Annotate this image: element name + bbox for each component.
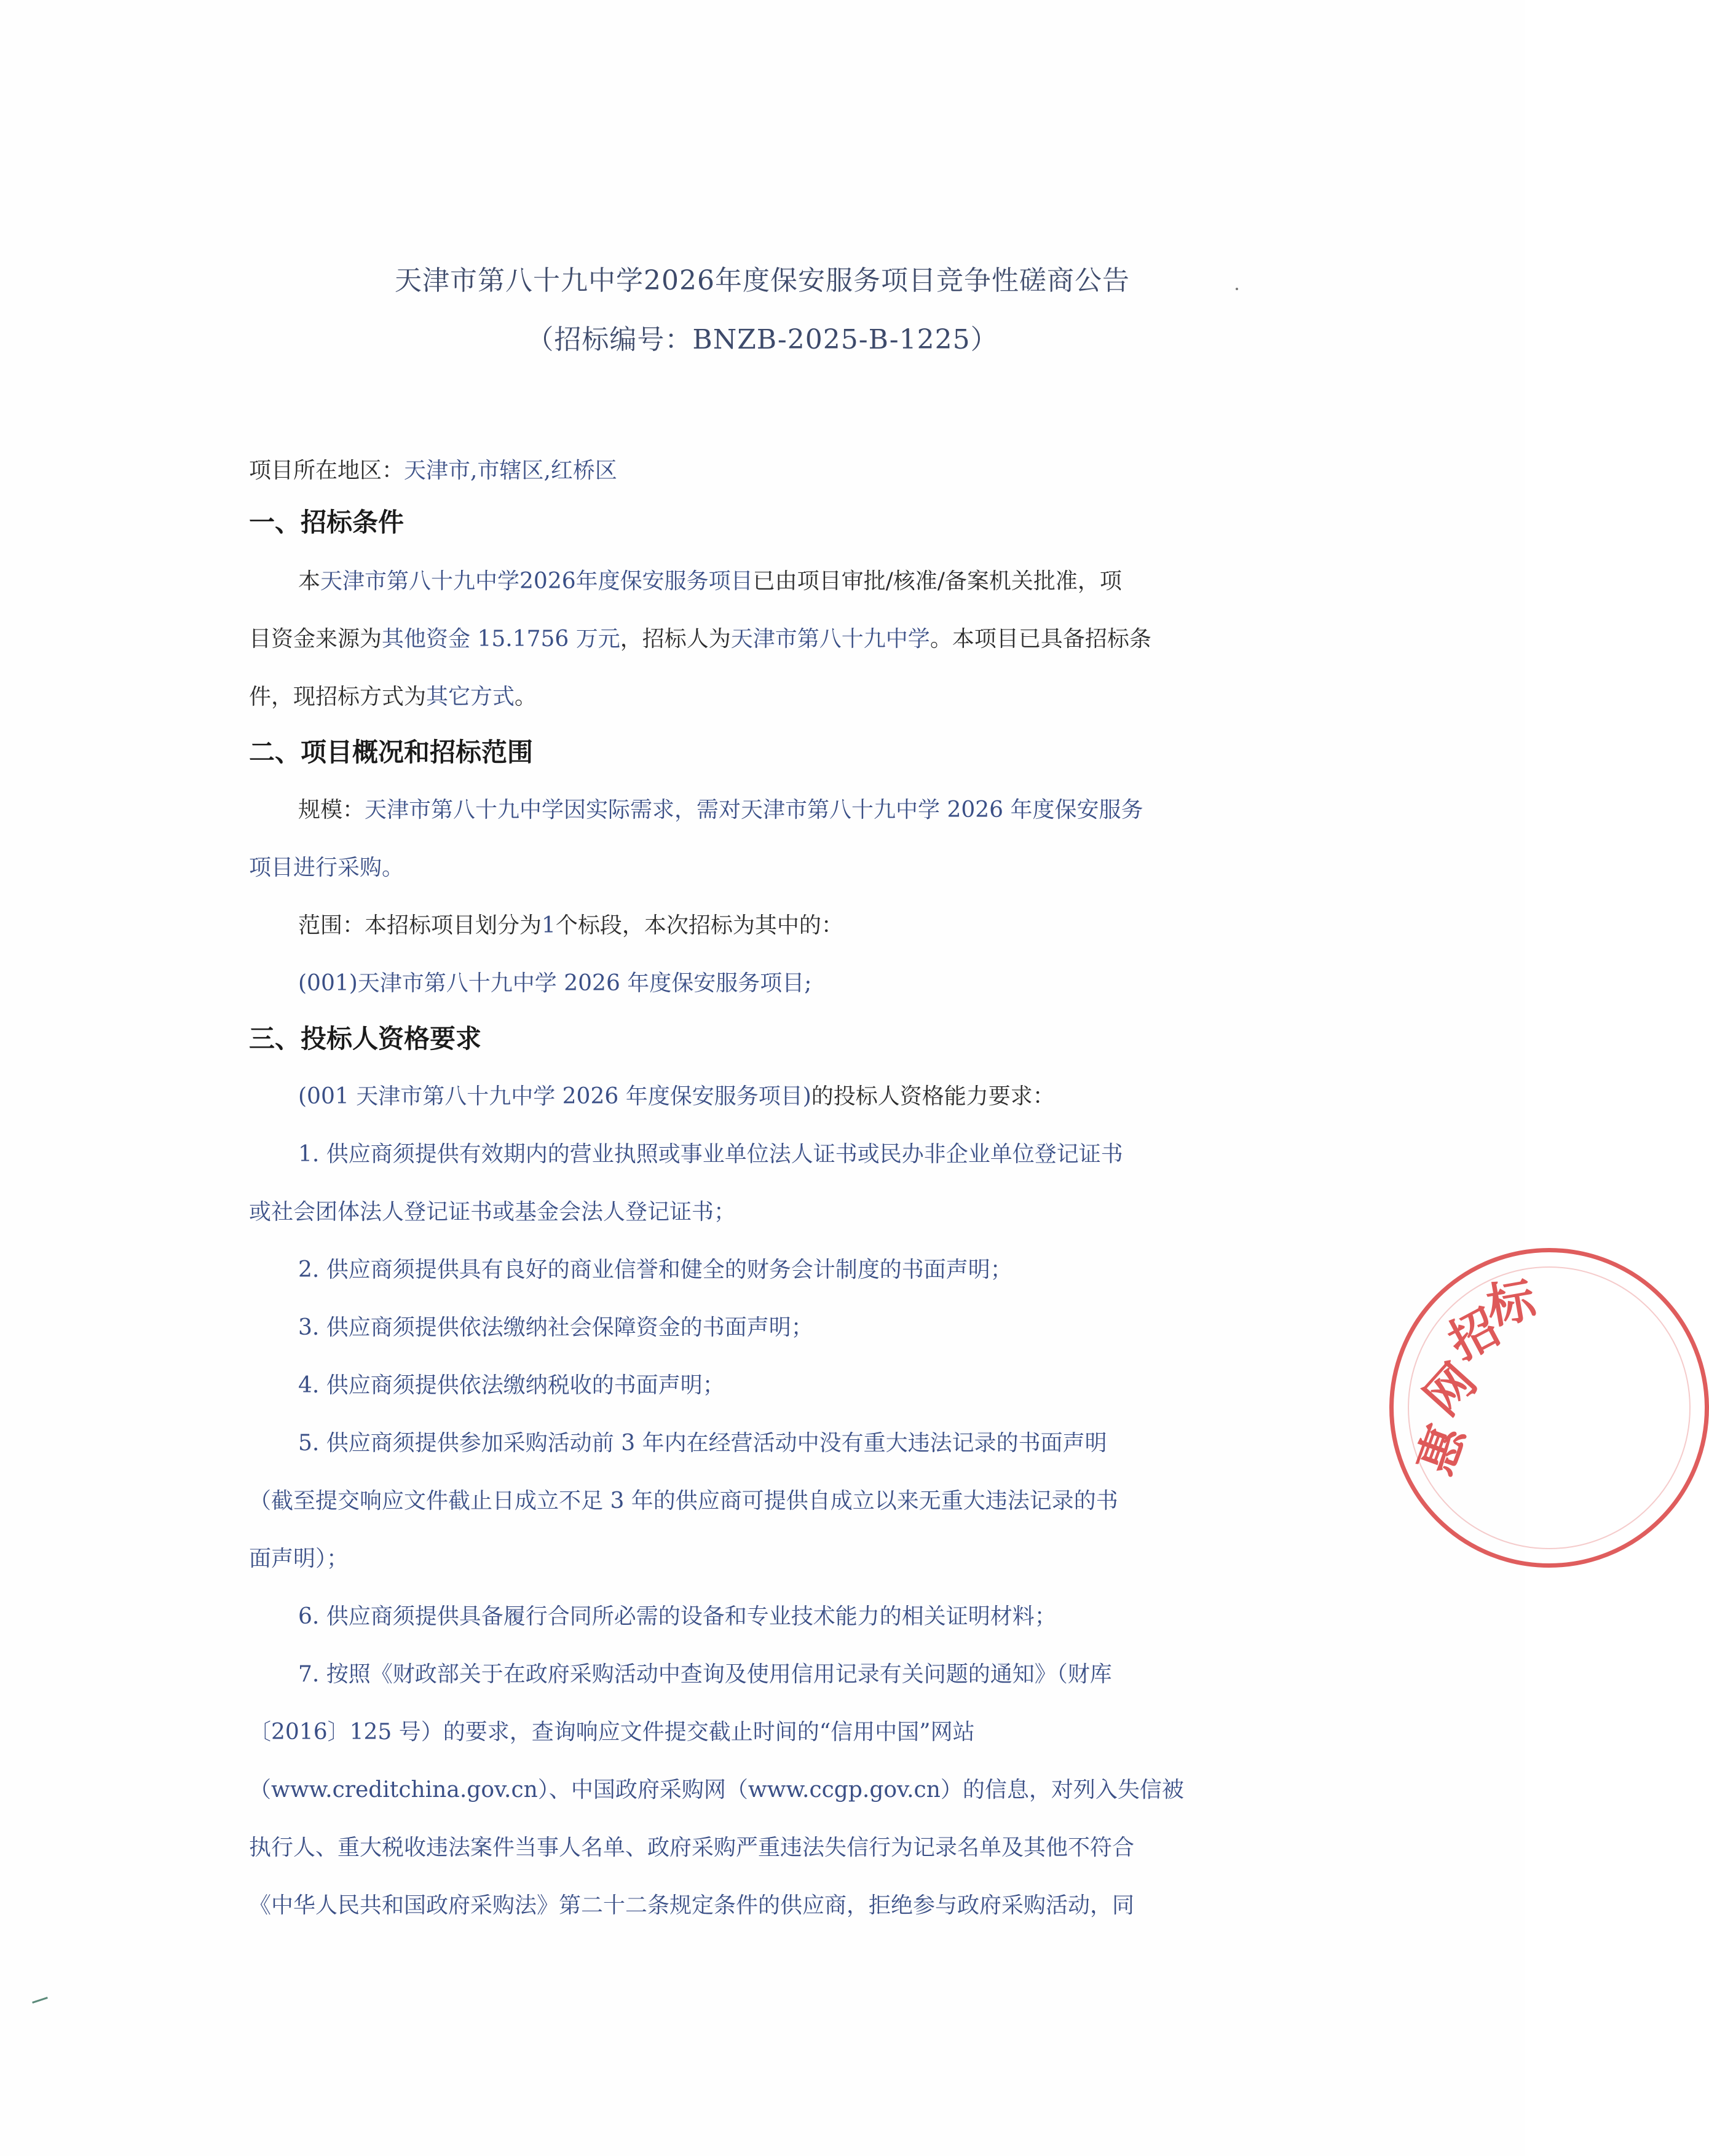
lot-ref-value: (001 天津市第八十九中学 2026 年度保安服务项目) <box>298 1084 811 1109</box>
text-span: 目资金来源为 <box>249 626 382 652</box>
s2-scale-line-1 <box>298 794 1276 826</box>
requirement-3: 3. 供应商须提供依法缴纳社会保障资金的书面声明； <box>298 1315 813 1340</box>
seal-char: 招 <box>1440 1300 1509 1372</box>
scale-label: 规模： <box>298 797 365 823</box>
s2-lot-line: (001)天津市第八十九中学 2026 年度保安服务项目; <box>298 971 812 996</box>
requirement-6: 6. 供应商须提供具备履行合同所必需的设备和专业技术能力的相关证明材料； <box>298 1604 1057 1629</box>
document-title: 天津市第八十九中学2026年度保安服务项目竞争性磋商公告 <box>395 265 1130 296</box>
requirement-1-line-1: 1. 供应商须提供有效期内的营业执照或事业单位法人证书或民办非企业单位登记证书 <box>298 1142 1123 1167</box>
requirement-1-line-2: 或社会团体法人登记证书或基金会法人登记证书； <box>249 1199 736 1225</box>
s2-scale-line-2: 项目进行采购。 <box>249 855 405 880</box>
requirement-7-line-3: （www.creditchina.gov.cn）、中国政府采购网（www.ccgp.gov.cn）的信息，对列入失信被 <box>249 1777 1184 1803</box>
tender-code: （招标编号：BNZB-2025-B-1225） <box>526 324 998 355</box>
project-location <box>249 455 1276 487</box>
location-value: 天津市,市辖区,红桥区 <box>404 458 617 483</box>
seal-char: 惠 <box>1407 1418 1477 1482</box>
requirement-5-line-2: （截至提交响应文件截止日成立不足 3 年的供应商可提供自成立以来无重大违法记录的书 <box>249 1488 1118 1514</box>
text-span: 。 <box>515 684 537 709</box>
funding-value: 其他资金 15.1756 万元 <box>382 626 620 652</box>
text-span: 。本项目已具备招标条 <box>929 626 1151 652</box>
location-label: 项目所在地区： <box>249 458 405 483</box>
requirement-4: 4. 供应商须提供依法缴纳税收的书面声明； <box>298 1373 725 1398</box>
scale-value: 天津市第八十九中学因实际需求，需对天津市第八十九中学 2026 年度保安服务 <box>365 797 1143 823</box>
tender-method-value: 其它方式 <box>426 684 515 709</box>
s3-intro-line <box>298 1081 1276 1113</box>
text-span: 范围：本招标项目划分为 <box>298 913 542 938</box>
section-heading-3: 三、投标人资格要求 <box>249 1024 482 1054</box>
text-span: 已由项目审批/核准/备案机关批准，项 <box>752 569 1122 594</box>
text-span: 件，现招标方式为 <box>249 684 427 709</box>
requirement-7-line-1: 7. 按照《财政部关于在政府采购活动中查询及使用信用记录有关问题的通知》（财库 <box>298 1662 1112 1687</box>
text-span: 本 <box>298 569 321 594</box>
requirement-2: 2. 供应商须提供具有良好的商业信誉和健全的财务会计制度的书面声明； <box>298 1257 1012 1282</box>
pen-mark <box>32 1997 48 2004</box>
seal-char: 标 <box>1482 1272 1540 1335</box>
text-span: ，招标人为 <box>620 626 731 652</box>
section-heading-1: 一、招标条件 <box>249 507 405 537</box>
s1-paragraph-line-3 <box>249 681 1276 713</box>
requirement-7-line-4: 执行人、重大税收违法案件当事人名单、政府采购严重违法失信行为记录名单及其他不符合 <box>249 1835 1135 1860</box>
requirement-7-line-5: 《中华人民共和国政府采购法》第二十二条规定条件的供应商，拒绝参与政府采购活动，同 <box>249 1893 1135 1918</box>
requirement-7-line-2: 〔2016〕125 号）的要求，查询响应文件提交截止时间的“信用中国”网站 <box>249 1720 975 1745</box>
lot-count-value: 1 <box>542 913 556 938</box>
s1-paragraph-line-1 <box>298 566 1276 598</box>
project-name-value: 天津市第八十九中学2026年度保安服务项目 <box>320 569 753 594</box>
s2-range-line <box>298 910 1276 942</box>
text-span: 个标段，本次招标为其中的： <box>555 913 843 938</box>
s1-paragraph-line-2 <box>249 623 1276 655</box>
requirement-5-line-3: 面声明）； <box>249 1546 349 1571</box>
section-heading-2: 二、项目概况和招标范围 <box>249 737 534 767</box>
requirement-5-line-1: 5. 供应商须提供参加采购活动前 3 年内在经营活动中没有重大违法记录的书面声明 <box>298 1431 1107 1456</box>
seal-char: 网 <box>1414 1353 1488 1426</box>
tenderer-value: 天津市第八十九中学 <box>730 626 930 652</box>
text-span: 的投标人资格能力要求： <box>811 1084 1055 1109</box>
